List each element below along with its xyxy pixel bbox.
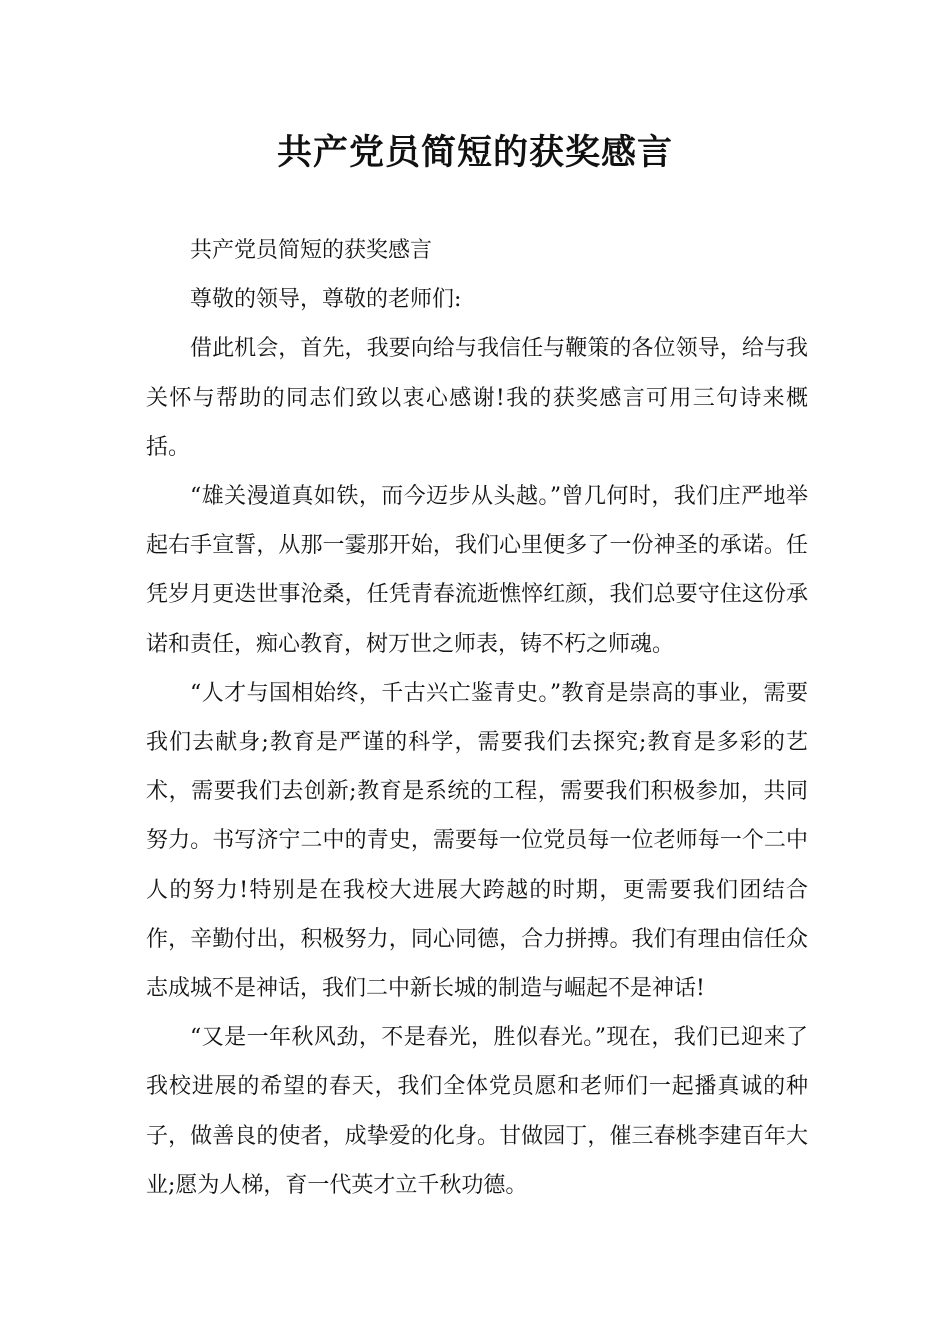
- paragraph-poem-one: “雄关漫道真如铁，而今迈步从头越。”曾几何时，我们庄严地举起右手宣誓，从那一霎那开始，我们心里便多了一份神圣的承诺。任凭岁月更迭世事沧桑，任凭青春流逝憔悴红颜，我们总要守住这份承诺和责任，痴心教育，树万世之师表，铸不朽之师魂。: [146, 484, 808, 657]
- paragraph-poem-two: “人才与国相始终，千古兴亡鉴青史。”教育是崇高的事业，需要我们去献身;教育是严谨的科学，需要我们去探究;教育是多彩的艺术，需要我们去创新;教育是系统的工程，需要我们积极参加，共同努力。书写济宁二中的青史，需要每一位党员每一位老师每一个二中人的努力!特别是在我校大进展大跨越的时期，更需要我们团结合作，辛勤付出，积极努力，同心同德，合力拼搏。我们有理由信任众志成城不是神话，我们二中新长城的制造与崛起不是神话!: [146, 680, 808, 1002]
- document-title: 共产党员简短的获奖感言: [276, 133, 673, 173]
- paragraph-subtitle: 共产党员简短的获奖感言: [190, 238, 433, 263]
- paragraph-salutation: 尊敬的领导，尊敬的老师们:: [190, 287, 462, 313]
- document-body: [146, 226, 808, 1210]
- paragraph-thanks: 借此机会，首先，我要向给与我信任与鞭策的各位领导，给与我关怀与帮助的同志们致以衷心感谢!我的获奖感言可用三句诗来概括。: [146, 336, 808, 460]
- paragraph-poem-three: “又是一年秋风劲，不是春光，胜似春光。”现在，我们已迎来了我校进展的希望的春天，我们全体党员愿和老师们一起播真诚的种子，做善良的使者，成挚爱的化身。甘做园丁，催三春桃李建百年大业;愿为人梯，育一代英才立千秋功德。: [146, 1025, 808, 1198]
